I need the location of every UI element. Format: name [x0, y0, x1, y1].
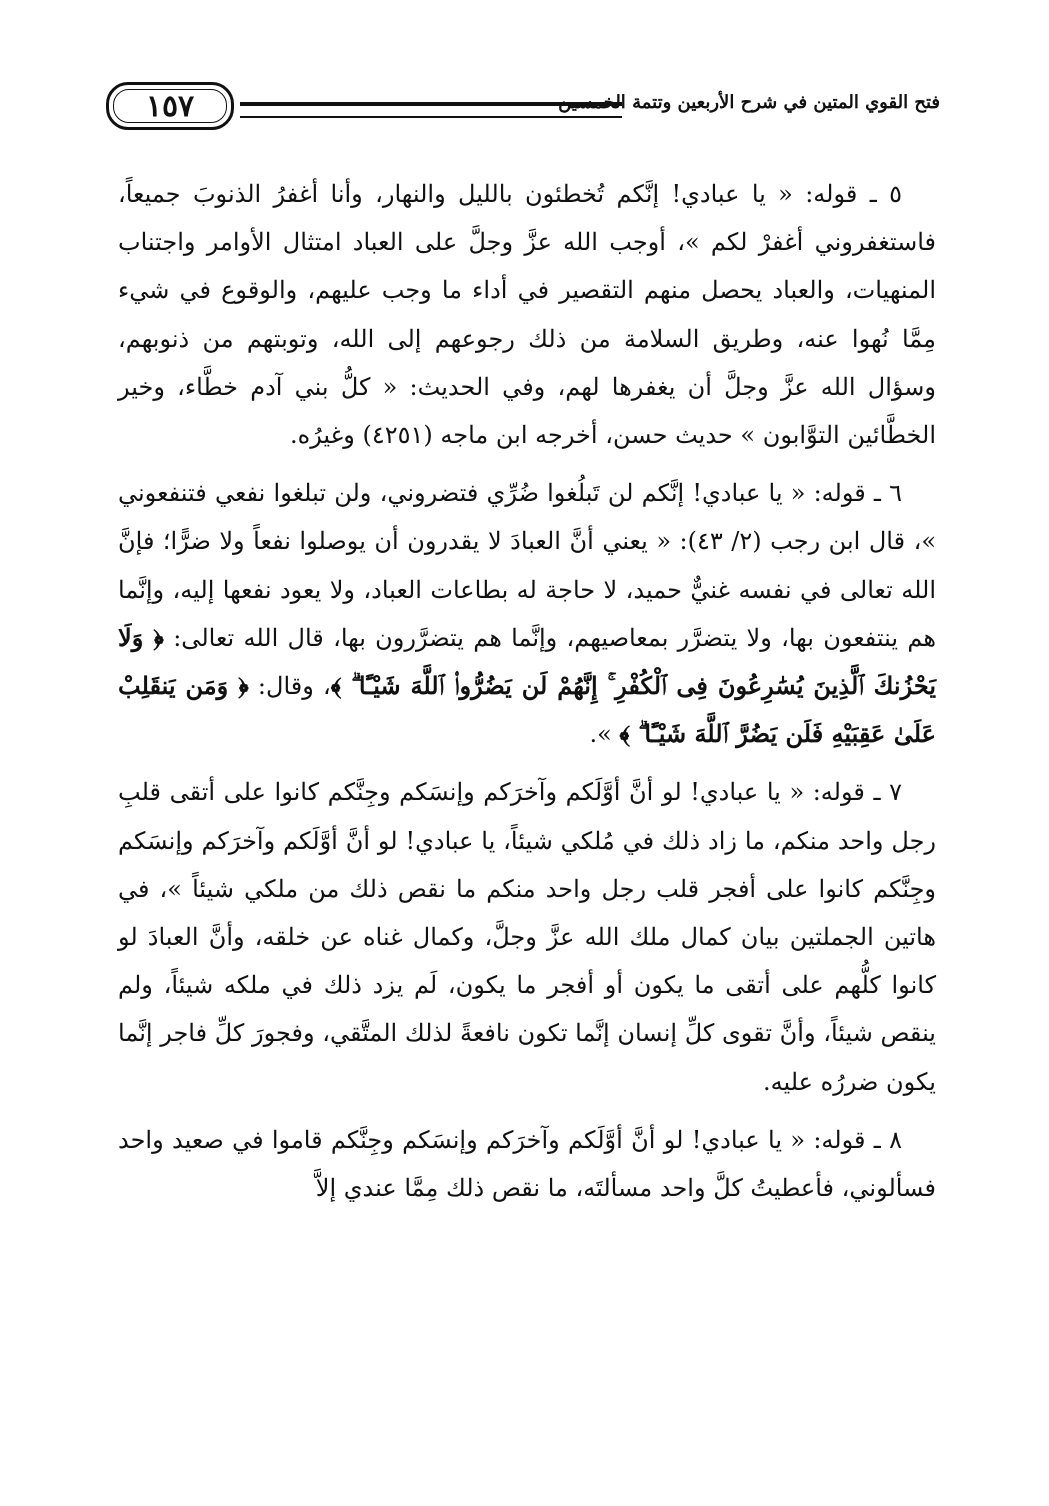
paragraph-6	[118, 469, 936, 758]
paragraph-8: ٨ ـ قوله: « يا عبادي! لو أنَّ أوَّلَكم وآخرَكم وإنسَكم وجِنَّكم قاموا في صعيد واحد فسألوني، فأعطيتُ كلَّ واحد مسألتَه، ما نقص ذلك مِمَّا عندي إلاَّ	[118, 1125, 936, 1203]
page-number-frame	[106, 82, 234, 130]
quran-verse-1: ﴿ وَلَا يَحْزُنكَ ٱلَّذِينَ يُسَٰرِعُونَ فِى ٱلْكُفْرِ ۚ إِنَّهُمْ لَن يَضُرُّوا۟ ٱللَّهَ شَيْـًٔا ۗ ﴾	[118, 622, 936, 701]
book-title: فتح القوي المتين في شرح الأربعين وتتمة الخمسين	[558, 92, 940, 113]
paragraph-6-joiner: ، وقال:	[248, 672, 331, 701]
page-header	[100, 80, 940, 140]
page-body	[118, 170, 936, 1212]
paragraph-6-text: ٦ ـ قوله: « يا عبادي! إنَّكم لن تَبلُغوا ضُرِّي فتضروني، ولن تبلغوا نفعي فتنفعوني »، قال ابن رجب (٢/ ٤٣): « يعني أنَّ العبادَ لا يقدرون أن يوصلوا نفعاً ولا ضرًّا؛ فإنَّ الله تعالى في نفسه غنيٌّ حميد، لا حاجة له بطاعات العباد، ولا يعود نفعها إليه، وإنَّما هم ينتفعون بها، ولا يتضرَّر بمعاصيهم، وإنَّما هم يتضرَّرون بها، قال الله تعالى:	[118, 479, 937, 652]
header-rule	[240, 102, 622, 118]
paragraph-7: ٧ ـ قوله: « يا عبادي! لو أنَّ أوَّلَكم وآخرَكم وإنسَكم وجِنَّكم كانوا على أتقى قلبِ رجل واحد منكم، ما زاد ذلك في مُلكي شيئاً، يا عبادي! لو أنَّ أوَّلَكم وآخرَكم وإنسَكم وجِنَّكم كانوا على أفجر قلب رجل واحد منكم ما نقص ذلك من ملكي شيئاً »، في هاتين الجملتين بيان كمال ملك الله عزَّ وجلَّ، وكمال غناه عن خلقه، وأنَّ العبادَ لو كانوا كلُّهم على أتقى ما يكون أو أفجر ما يكون، لَم يزد ذلك في ملكه شيئاً، ولم ينقص شيئاً، وأنَّ تقوى كلِّ إنسان إنَّما تكون نافعةً لذلك المتَّقي، وفجورَ كلِّ فاجر إنَّما يكون ضررُه عليه.	[118, 778, 936, 1096]
paragraph-5: ٥ ـ قوله: « يا عبادي! إنَّكم تُخطئون بالليل والنهار، وأنا أغفرُ الذنوبَ جميعاً، فاستغفروني أغفرْ لكم »، أوجب الله عزَّ وجلَّ على العباد امتثال الأوامر واجتناب المنهيات، والعباد يحصل منهم التقصير في أداء ما وجب عليهم، والوقوع في شيء مِمَّا نُهوا عنه، وطريق السلامة من ذلك رجوعهم إلى الله، وتوبتهم من ذنوبهم، وسؤال الله عزَّ وجلَّ أن يغفرها لهم، وفي الحديث: « كلُّ بني آدم خطَّاء، وخير الخطَّائين التوَّابون » حديث حسن، أخرجه ابن ماجه (٤٢٥١) وغيرُه.	[118, 180, 936, 450]
page-number: ١٥٧	[145, 88, 195, 124]
paragraph-6-end: ».	[589, 720, 620, 749]
quran-verse-2: ﴿ وَمَن يَنقَلِبْ عَلَىٰ عَقِبَيْهِ فَلَن يَضُرَّ ٱللَّهَ شَيْـًٔا ۗ ﴾	[118, 671, 936, 749]
